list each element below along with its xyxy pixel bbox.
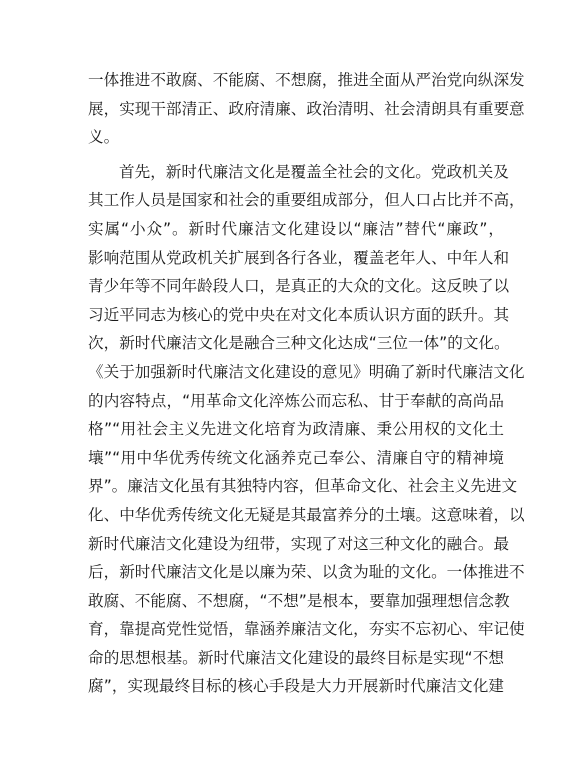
text-line: 壤”“用中华优秀传统文化涵养克己奉公、清廉自守的精神境 (88, 448, 504, 467)
text-line: 新时代廉洁文化建设为纽带，实现了对这三种文化的融合。最 (88, 534, 510, 553)
text-line: 义。 (88, 128, 120, 147)
text-line: 次，新时代廉洁文化是融合三种文化达成“三位一体”的文化。 (88, 334, 510, 353)
text-line: 其工作人员是国家和社会的重要组成部分，但人口占比并不高， (88, 191, 525, 210)
text-line: 青少年等不同年龄段人口，是真正的大众的文化。这反映了以 (88, 277, 510, 296)
text-line: 育，靠提高党性觉悟，靠涵养廉洁文化，夯实不忘初心、牢记使 (88, 620, 525, 639)
document-page (88, 66, 525, 730)
text-line: 化、中华优秀传统文化无疑是其最富养分的土壤。这意味着，以 (88, 505, 525, 524)
text-line: 首先，新时代廉洁文化是覆盖全社会的文化。党政机关及 (119, 162, 509, 181)
text-line (88, 701, 504, 730)
text-line: 影响范围从党政机关扩展到各行各业，覆盖老年人、中年人和 (88, 248, 510, 267)
text-line: 的内容特点，“用革命文化淬炼公而忘私、甘于奉献的高尚品 (88, 391, 504, 410)
paragraph-intro (88, 66, 525, 152)
text-line: 界”。廉洁文化虽有其独特内容，但革命文化、社会主义先进文 (88, 477, 518, 496)
text-line: 腐”，实现最终目标的核心手段是大力开展新时代廉洁文化建 (88, 677, 504, 696)
text-line: 命的思想根基。新时代廉洁文化建设的最终目标是实现“不想 (88, 648, 504, 667)
text-line: 格”“用社会主义先进文化培育为政清廉、秉公用权的文化土 (88, 420, 504, 439)
text-line: 习近平同志为核心的党中央在对文化本质认识方面的跃升。其 (88, 305, 510, 324)
text-line: 敢腐、不能腐、不想腐，“不想”是根本，要靠加强理想信念教 (88, 591, 510, 610)
paragraph-main (88, 158, 525, 730)
text-line: 展，实现干部清正、政府清廉、政治清明、社会清朗具有重要意 (88, 99, 525, 118)
text-line: 后，新时代廉洁文化是以廉为荣、以贪为耻的文化。一体推进不 (88, 563, 525, 582)
text-line: 一体推进不敢腐、不能腐、不想腐，推进全面从严治党向纵深发 (88, 71, 525, 89)
text-line: 《关于加强新时代廉洁文化建设的意见》明确了新时代廉洁文化 (88, 362, 525, 381)
text-line: 实属“小众”。新时代廉洁文化建设以“廉洁”替代“廉政”， (88, 219, 504, 238)
